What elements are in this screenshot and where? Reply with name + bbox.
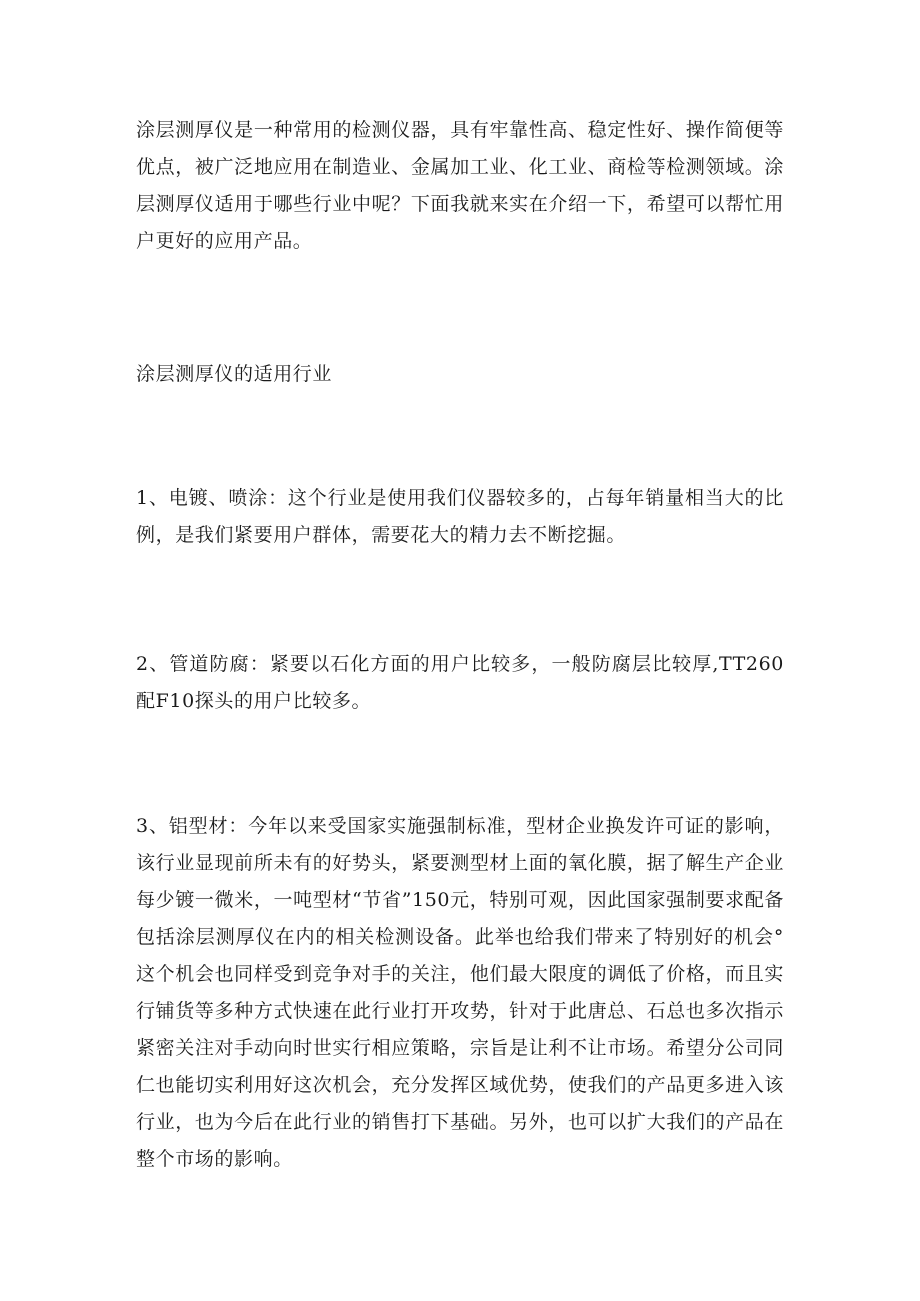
list-item-pipeline-anticorrosion: 2、管道防腐：紧要以石化方面的用户比较多，一般防腐层比较厚,TT260配F10探头的用户比较多。 bbox=[136, 653, 784, 712]
list-item-electroplating: 1、电镀、喷涂：这个行业是使用我们仪器较多的，占每年销量相当大的比例，是我们紧要用户群体，需要花大的精力去不断挖掘。 bbox=[136, 487, 784, 546]
list-item-aluminum-profiles: 3、铝型材：今年以来受国家实施强制标准，型材企业换发许可证的影响，该行业显现前所未有的好势头，紧要测型材上面的氧化膜，据了解生产企业每少镀一微米，一吨型材“节省”150元，特别可观，因此国家强制要求配备包括涂层测厚仪在内的相关检测设备。此举也给我们带来了特别好的机会°这个机会也同样受到竞争对手的关注，他们最大限度的调低了价格，而且实行铺货等多种方式快速在此行业打开攻势，针对于此唐总、石总也多次指示紧密关注对手动向时世实行相应策略，宗旨是让利不让市场。希望分公司同仁也能切实利用好这次机会，充分发挥区域优势，使我们的产品更多进入该行业，也为今后在此行业的销售打下基础。另外，也可以扩大我们的产品在整个市场的影响。 bbox=[136, 815, 784, 1170]
section-heading: 涂层测厚仪的适用行业 bbox=[136, 363, 333, 385]
intro-paragraph: 涂层测厚仪是一种常用的检测仪器，具有牢靠性高、稳定性好、操作简便等优点，被广泛地应用在制造业、金属加工业、化工业、商检等检测领域。涂层测厚仪适用于哪些行业中呢？下面我就来实在介绍一下，希望可以帮忙用户更好的应用产品。 bbox=[136, 119, 784, 252]
